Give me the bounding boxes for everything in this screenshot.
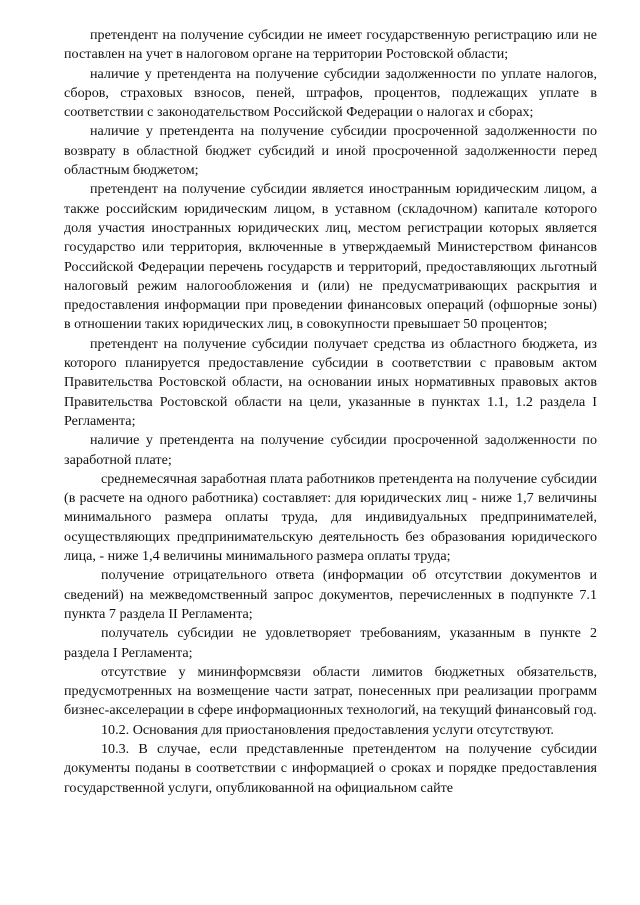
paragraph-10-2: 10.2. Основания для приостановления предоставления услуги отсутствуют. <box>101 721 554 738</box>
paragraph-negative-response: получение отрицательного ответа (информации об отсутствии документов и сведений) на межведомственный запрос документов, перечисленных в подпункте 7.1 пункта 7 раздела II Регламента; <box>64 567 597 622</box>
paragraph-no-limits: отсутствие у мининформсвязи области лимитов бюджетных обязательств, предусмотренных на возмещение части затрат, понесенных при реализации программ бизнес-акселерации в сфере информационных технологий, на текущий финансовый год. <box>64 663 597 719</box>
paragraph-foreign-entity: претендент на получение субсидии является иностранным юридическим лицом, а также российским юридическим лицом, в уставном (складочном) капитале которого доля участия иностранных юридических лиц, местом регистрации которых является государство или территория, включенные в утверждаемый Министерством финансов Российской Федерации перечень государств и территорий, предоставляющих льготный налоговый режим налогообложения и (или) не предусматривающих раскрытия и предоставления информации при проведении финансовых операций (офшорные зоны) в отношении таких юридических лиц, в совокупности превышает 50 процентов; <box>64 181 597 333</box>
paragraph-no-registration: претендент на получение субсидии не имеет государственную регистрацию или не поставлен на учет в налоговом органе на территории Ростовской области; <box>64 27 597 63</box>
paragraph-requirements: получатель субсидии не удовлетворяет требованиям, указанным в пункте 2 раздела I Регламента; <box>64 625 597 661</box>
paragraph-wage-arrears: наличие у претендента на получение субсидии просроченной задолженности по заработной плате; <box>64 432 597 468</box>
paragraph-average-wage: среднемесячная заработная плата работников претендента на получение субсидии (в расчете на одного работника) составляет: для юридических лиц - ниже 1,7 величины минимального размера оплаты труда, для индивидуальных предпринимателей, осуществляющих предпринимательскую деятельность без образования юридического лица, - ниже 1,4 величины минимального размера оплаты труда; <box>64 470 597 565</box>
paragraph-tax-debt: наличие у претендента на получение субсидии задолженности по уплате налогов, сборов, страховых взносов, пеней, штрафов, процентов, подлежащих уплате в соответствии с законодательством Российской Федерации о налогах и сборах; <box>64 65 597 121</box>
paragraph-10-3: 10.3. В случае, если представленные претендентом на получение субсидии документы поданы в соответствии с информацией о сроках и порядке предоставления государственной услуги, опубликованной на официальном сайте <box>64 740 597 796</box>
paragraph-budget-debt: наличие у претендента на получение субсидии просроченной задолженности по возврату в областной бюджет субсидий и иной просроченной задолженности перед областным бюджетом; <box>64 123 597 179</box>
paragraph-other-funds: претендент на получение субсидии получает средства из областного бюджета, из которого планируется предоставление субсидии в соответствии с правовым актом Правительства Ростовской области, на основании иных нормативных правовых актов Правительства Ростовской области на цели, указанные в пунктах 1.1, 1.2 раздела I Регламента; <box>64 335 597 429</box>
document-page <box>64 26 597 798</box>
